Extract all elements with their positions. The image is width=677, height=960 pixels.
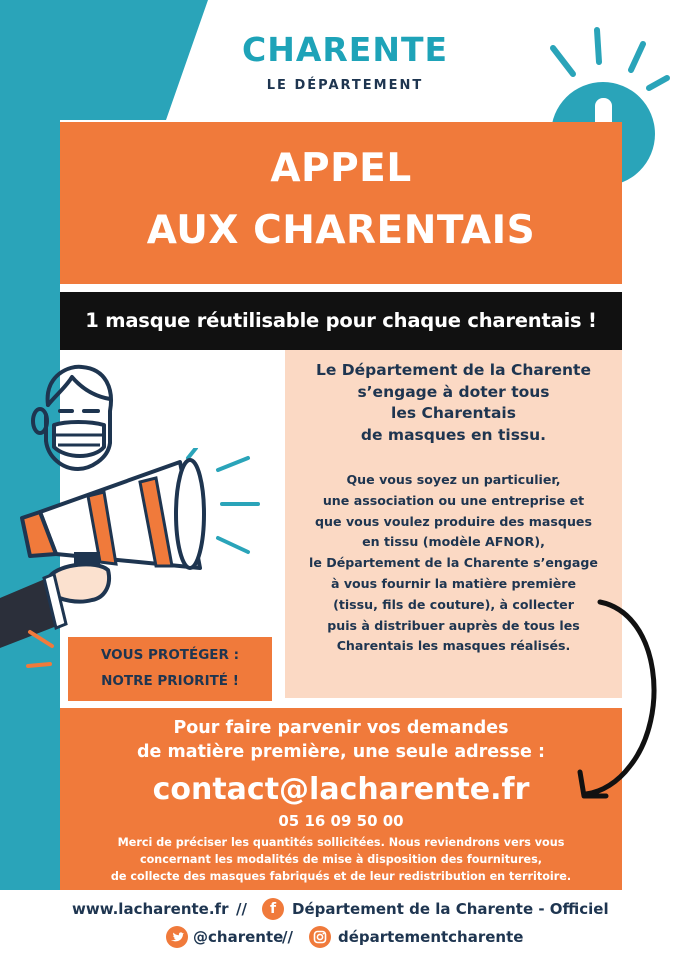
fine-print xyxy=(80,834,602,885)
footer-separator-2: // xyxy=(282,928,293,946)
header-line-2: AUX CHARENTAIS xyxy=(146,208,536,253)
body-line-9: Charentais les masques réalisés. xyxy=(336,638,571,654)
contact-line-2: de matière première, une seule adresse : xyxy=(137,742,545,762)
tagline-bar: 1 masque réutilisable pour chaque charentais ! xyxy=(60,292,622,350)
twitter-handle[interactable]: @charente xyxy=(193,928,284,946)
priority-line-2: NOTRE PRIORITÉ ! xyxy=(101,673,239,689)
intro-line-2: s’engage à doter tous xyxy=(357,382,550,401)
body-line-1: Que vous soyez un particulier, xyxy=(346,472,561,487)
intro-line-3: les Charentais xyxy=(391,404,516,422)
footer-separator: // xyxy=(236,900,247,918)
body-line-5: le Département de la Charente s’engage xyxy=(309,555,598,571)
contact-intro xyxy=(60,716,622,764)
facebook-page-link[interactable]: Département de la Charente - Officiel xyxy=(292,900,609,918)
twitter-icon[interactable] xyxy=(166,926,188,948)
contact-line-1: Pour faire parvenir vos demandes xyxy=(173,718,509,738)
instagram-handle[interactable]: départementcharente xyxy=(338,928,524,946)
body-line-7: (tissu, fils de couture), à collecter xyxy=(333,596,574,612)
body-line-3: que vous voulez produire des masques xyxy=(315,513,592,529)
contact-email-link[interactable]: contact@lacharente.fr xyxy=(152,772,530,807)
priority-line-1: VOUS PROTÉGER : xyxy=(100,647,240,663)
fine-print-line-3: de collecte des masques fabriqués et de leur redistribution en territoire. xyxy=(110,870,572,883)
curved-arrow-icon xyxy=(560,596,665,811)
facebook-icon[interactable]: f xyxy=(262,898,284,920)
intro-line-1: Le Département de la Charente xyxy=(316,361,591,379)
body-line-4: en tissu (modèle AFNOR), xyxy=(362,534,545,550)
intro-line-4: de masques en tissu. xyxy=(360,425,547,444)
body-line-8: puis à distribuer auprès de tous les xyxy=(327,617,580,633)
logo-subtitle: LE DÉPARTEMENT xyxy=(266,78,424,93)
instagram-icon[interactable] xyxy=(309,926,331,948)
body-line-6: à vous fournir la matière première xyxy=(330,575,577,591)
website-link[interactable]: www.lacharente.fr xyxy=(72,900,229,918)
fine-print-line-2: concernant les modalités de mise à disposition des fournitures, xyxy=(139,853,543,866)
logo-title: CHARENTE xyxy=(242,30,448,69)
intro-text xyxy=(290,360,617,446)
header-line-1: APPEL xyxy=(270,146,412,191)
contact-phone: 05 16 09 50 00 xyxy=(278,812,404,830)
megaphone-icon xyxy=(0,448,290,648)
body-line-2: une association ou une entreprise et xyxy=(322,492,585,508)
priority-text xyxy=(68,642,272,694)
fine-print-line-1: Merci de préciser les quantités sollicitées. Nous reviendrons vers vous xyxy=(117,836,565,849)
